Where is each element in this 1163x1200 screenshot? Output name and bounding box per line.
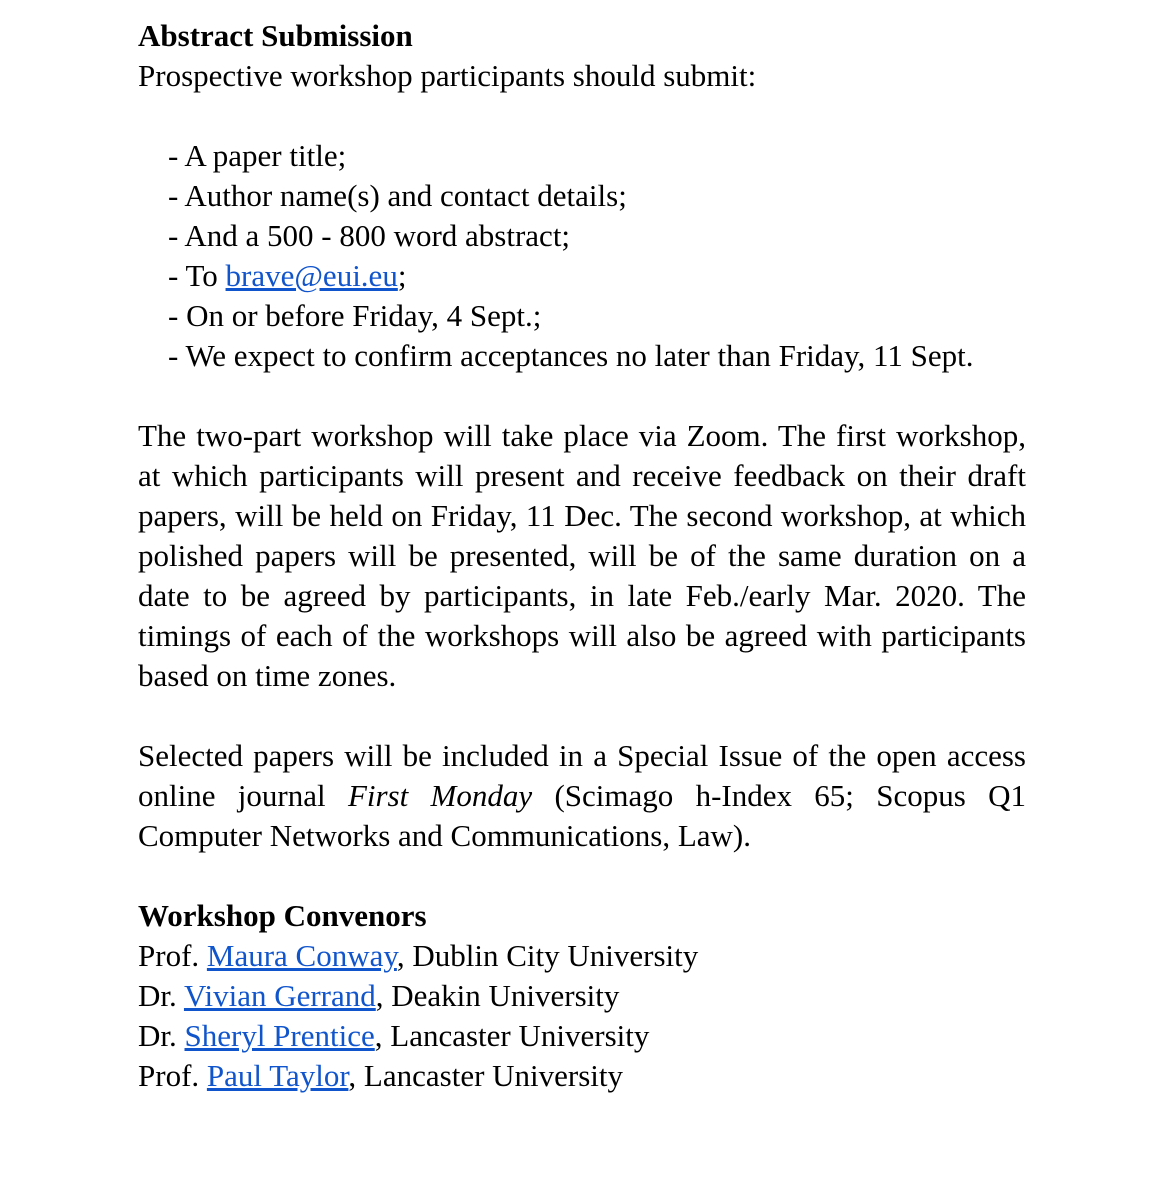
- submission-list: [168, 136, 1026, 376]
- spacer: [138, 96, 1026, 136]
- convenor-title: Dr.: [138, 1018, 185, 1053]
- list-item-deadline: - On or before Friday, 4 Sept.;: [168, 298, 542, 333]
- list-item: - A paper title;: [168, 138, 347, 173]
- convenor-name-link[interactable]: Sheryl Prentice: [184, 1018, 375, 1053]
- selected-papers-paragraph: [138, 736, 1026, 856]
- convenor-affiliation: , Lancaster University: [348, 1058, 624, 1093]
- list-item-prefix: - To: [168, 258, 226, 293]
- convenor-title: Prof.: [138, 938, 207, 973]
- spacer: [138, 856, 1026, 896]
- convenor-affiliation: , Lancaster University: [374, 1018, 650, 1053]
- journal-name: First Monday: [347, 778, 533, 813]
- workshop-paragraph: The two-part workshop will take place via Zoom. The first workshop, at which participants will present and receive feedback on their draft papers, will be held on Friday, 11 Dec. The second workshop, at which polished papers will be presented, will be of the same duration on a date to be agreed by participants, in late Feb./early Mar. 2020. The timings of each of the workshops will also be agreed with participants based on time zones.: [138, 418, 1026, 693]
- convenor-row: [138, 976, 1026, 1016]
- convenor-name-link[interactable]: Vivian Gerrand: [183, 978, 376, 1013]
- selected-text-after: (Scimago h-Index 65; Scopus Q1 Computer Networks and Communications, Law).: [138, 778, 1027, 853]
- convenor-title: Prof.: [138, 1058, 207, 1093]
- selected-text-before: Selected papers will be included in a Special Issue of the open access online journal: [138, 738, 1026, 813]
- convenor-title: Dr.: [138, 978, 184, 1013]
- list-item-suffix: ;: [397, 258, 407, 293]
- convenor-row: [138, 1056, 1026, 1096]
- convenors-list: [138, 936, 1026, 1096]
- document-page: [138, 16, 1026, 1096]
- abstract-intro: Prospective workshop participants should submit:: [138, 58, 757, 93]
- list-item: - Author name(s) and contact details;: [168, 178, 627, 213]
- convenor-affiliation: , Deakin University: [375, 978, 620, 1013]
- abstract-heading: Abstract Submission: [138, 18, 413, 53]
- convenor-name-link[interactable]: Paul Taylor: [206, 1058, 349, 1093]
- list-item: - And a 500 - 800 word abstract;: [168, 218, 571, 253]
- spacer: [138, 376, 1026, 416]
- list-item-email: [168, 256, 1026, 296]
- convenor-affiliation: , Dublin City University: [396, 938, 699, 973]
- convenor-name-link[interactable]: Maura Conway: [206, 938, 397, 973]
- list-item-acceptance: - We expect to confirm acceptances no later than Friday, 11 Sept.: [168, 338, 974, 373]
- convenors-heading: Workshop Convenors: [138, 898, 427, 933]
- email-link[interactable]: brave@eui.eu: [225, 258, 398, 293]
- convenor-row: [138, 1016, 1026, 1056]
- convenor-row: [138, 936, 1026, 976]
- spacer: [138, 696, 1026, 736]
